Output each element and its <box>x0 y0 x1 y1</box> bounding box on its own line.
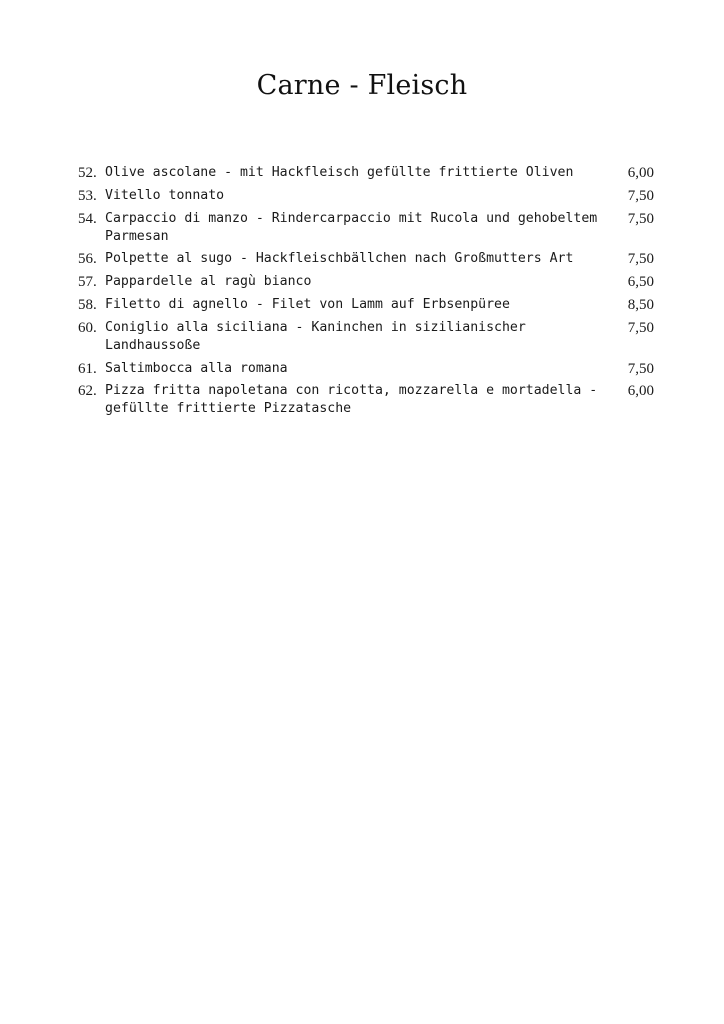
item-name: Carpaccio di manzo - Rindercarpaccio mit Rucola und gehobeltem Parmesan <box>105 210 598 244</box>
item-price: 7,50 <box>627 210 654 227</box>
item-number: 62. <box>78 383 97 400</box>
menu-list <box>78 164 654 423</box>
menu-item <box>78 250 654 268</box>
item-price: 8,50 <box>627 296 654 313</box>
item-number: 61. <box>78 360 97 377</box>
menu-item <box>78 210 654 246</box>
item-number: 54. <box>78 210 97 227</box>
item-number: 57. <box>78 274 97 291</box>
item-price: 7,50 <box>627 319 654 336</box>
item-name: Filetto di agnello - Filet von Lamm auf Erbsenpüree <box>105 296 510 312</box>
item-number: 53. <box>78 187 97 204</box>
menu-item <box>78 360 654 378</box>
item-price: 7,50 <box>627 251 654 268</box>
item-price: 6,00 <box>627 165 654 181</box>
item-name: Coniglio alla siciliana - Kaninchen in sizilianischer Landhaussoße <box>105 319 526 353</box>
item-name: Pizza fritta napoletana con ricotta, mozzarella e mortadella - gefüllte frittierte Pizzatasche <box>105 383 598 417</box>
menu-item <box>78 164 654 182</box>
menu-item <box>78 382 654 418</box>
item-name: Saltimbocca alla romana <box>105 360 288 376</box>
item-name: Olive ascolane - mit Hackfleisch gefüllte frittierte Oliven <box>105 165 574 180</box>
menu-item <box>78 273 654 291</box>
item-price: 7,50 <box>627 187 654 204</box>
item-name: Pappardelle al ragù bianco <box>105 274 312 290</box>
item-price: 7,50 <box>627 360 654 377</box>
page-title: Carne - Fleisch <box>256 70 468 101</box>
item-name: Polpette al sugo - Hackfleischbällchen nach Großmutters Art <box>105 251 574 267</box>
menu-item <box>78 296 654 314</box>
item-name: Vitello tonnato <box>105 187 225 203</box>
item-number: 60. <box>78 319 97 336</box>
item-price: 6,50 <box>627 274 654 291</box>
item-price: 6,00 <box>627 383 654 400</box>
item-number: 52. <box>78 165 97 181</box>
item-number: 56. <box>78 251 97 268</box>
menu-item <box>78 319 654 355</box>
item-number: 58. <box>78 296 97 313</box>
menu-item <box>78 187 654 205</box>
